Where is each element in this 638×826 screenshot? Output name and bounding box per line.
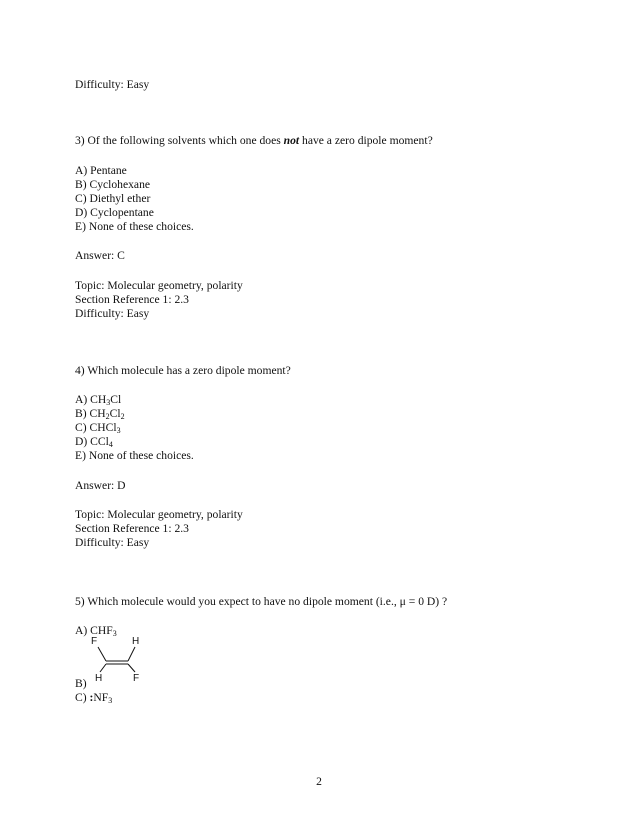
question-5: 5) Which molecule would you expect to have no dipole moment (i.e., μ = 0 D) ? — [75, 595, 448, 608]
q3-option-d: D) Cyclopentane — [75, 206, 154, 219]
atom-f-top-left: F — [91, 636, 98, 647]
question-3-pre: 3) Of the following solvents which one does — [75, 134, 284, 147]
page-number: 2 — [316, 775, 322, 788]
q5-option-b: B) — [75, 677, 87, 690]
difficulty-line: Difficulty: Easy — [75, 78, 150, 91]
q4-answer: Answer: D — [75, 479, 126, 492]
q4-option-a: A) $CH_3Cl$ — [75, 393, 122, 407]
q5-option-c: C) $:NF_3$ — [75, 691, 113, 705]
atom-h-top-right: H — [132, 636, 140, 647]
q4-option-c: C) CHCl$_3$ — [75, 421, 121, 435]
q4-difficulty: Difficulty: Easy — [75, 536, 150, 549]
question-3 — [75, 134, 433, 148]
bond-c-h-bottom — [100, 664, 106, 672]
q4-topic: Topic: Molecular geometry, polarity — [75, 508, 243, 521]
q5-option-a: A) $CHF_3$ — [75, 624, 117, 638]
atom-h-bottom-left: H — [95, 673, 103, 684]
lone-pair-dots: : — [89, 691, 94, 704]
bond-f-c — [98, 647, 106, 661]
q3-option-a: A) Pentane — [75, 164, 127, 177]
atom-f-bottom-right: F — [133, 673, 140, 684]
q3-section-reference: Section Reference 1: 2.3 — [75, 293, 189, 306]
q4-option-e: E) None of these choices. — [75, 449, 194, 462]
question-3-emphasis: not — [283, 134, 300, 147]
q4-option-d: D) CCl$_4$ — [75, 435, 113, 449]
q3-option-e: E) None of these choices. — [75, 220, 194, 233]
difluoroethene-structure — [86, 634, 156, 690]
question-4: 4) Which molecule has a zero dipole moment? — [75, 364, 291, 377]
q4-section-reference: Section Reference 1: 2.3 — [75, 522, 189, 535]
q3-option-c: C) Diethyl ether — [75, 192, 151, 205]
q3-difficulty: Difficulty: Easy — [75, 307, 150, 320]
q3-option-b: B) Cyclohexane — [75, 178, 151, 191]
q3-answer: Answer: C — [75, 249, 125, 262]
q3-topic: Topic: Molecular geometry, polarity — [75, 279, 243, 292]
bond-c-f-bottom — [128, 664, 135, 672]
question-3-post: have a zero dipole moment? — [299, 134, 433, 147]
q4-option-b: B) $CH_2Cl_2$ — [75, 407, 125, 421]
bond-c-h-top — [128, 647, 135, 661]
